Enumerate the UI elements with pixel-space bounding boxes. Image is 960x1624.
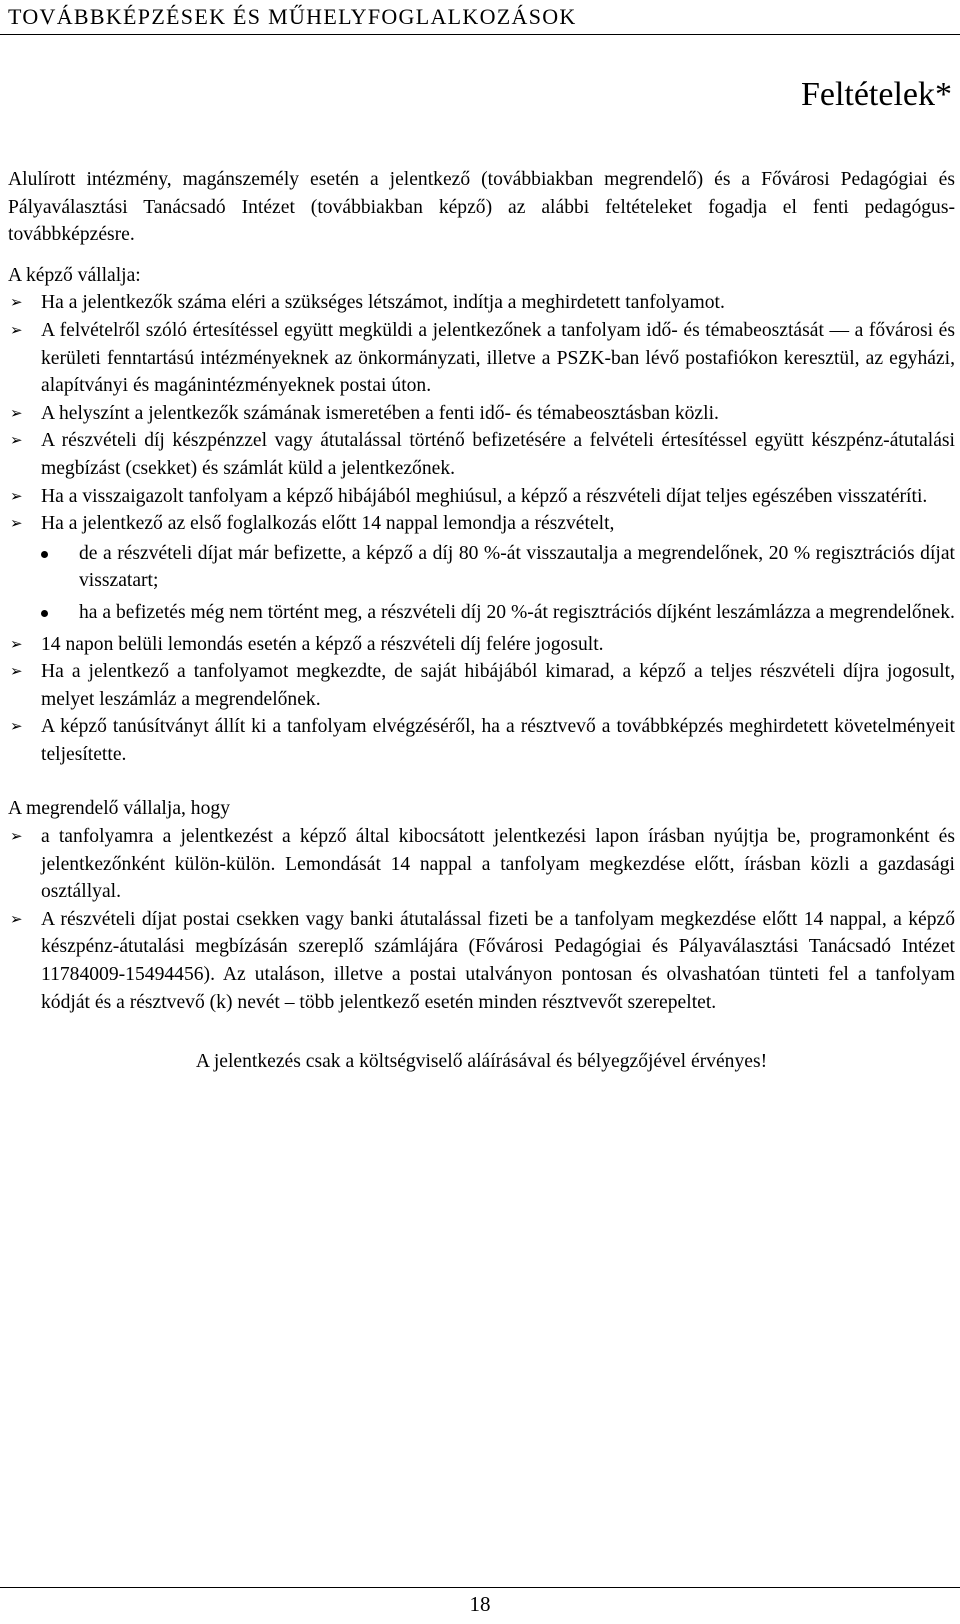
closing-statement: A jelentkezés csak a költségviselő aláírásával és bélyegzőjével érvényes! bbox=[195, 1051, 768, 1073]
list-item: ➢ Ha a jelentkezők száma eléri a szükséges létszámot, indítja a meghirdetett tanfolyamot. bbox=[8, 289, 955, 317]
sublist-item: de a részvételi díjat már befizette, a képző a díj 80 %-át visszautalja a megrendelőnek, 20 % regisztrációs díjat visszatart; bbox=[41, 540, 955, 595]
page-title: Feltételek* bbox=[800, 76, 952, 113]
document-body bbox=[8, 166, 955, 1076]
intro-paragraph: Alulírott intézmény, magánszemély esetén a jelentkező (továbbiakban megrendelő) és a Fővárosi Pedagógiai és Pályaválasztási Tanácsadó Intézet (továbbiakban képző) az alábbi feltételeket fogadja el fenti pedagógus-továbbképzésre. bbox=[8, 169, 955, 246]
arrow-bullet-icon: ➢ bbox=[10, 486, 23, 505]
header-title: TOVÁBBKÉPZÉSEK ÉS MŰHELYFOGLALKOZÁSOK bbox=[8, 4, 577, 29]
megrendelo-heading: A megrendelő vállalja, hogy bbox=[8, 798, 230, 820]
page-number: 18 bbox=[469, 1592, 491, 1616]
footer-divider bbox=[0, 1587, 960, 1588]
list-item: ➢ Ha a jelentkező a tanfolyamot megkezdte, de saját hibájából kimarad, a képző a teljes részvételi díjra jogosult, melyet leszámláz a megrendelőnek. bbox=[8, 658, 955, 713]
arrow-bullet-icon: ➢ bbox=[10, 634, 23, 653]
arrow-bullet-icon: ➢ bbox=[10, 717, 23, 736]
list-item: ➢ Ha a jelentkező az első foglalkozás előtt 14 nappal lemondja a részvételt, de a részvételi díjat már befizette, a képző a díj 80 %-át visszautalja a megrendelőnek, 20 % regisztrációs díjat visszatart; ha a befizetés még nem történt meg, a részvételi díj 20 %-át regisztrációs díjként leszámlázza a megrendelőnek. bbox=[8, 510, 955, 626]
sublist-item: ha a befizetés még nem történt meg, a részvételi díj 20 %-át regisztrációs díjként leszámlázza a megrendelőnek. bbox=[41, 599, 955, 627]
list-item: ➢ A helyszínt a jelentkezők számának ismeretében a fenti idő- és témabeosztásban közli. bbox=[8, 400, 955, 428]
list-item: ➢ a tanfolyamra a jelentkezést a képző által kibocsátott jelentkezési lapon írásban nyújtja be, programonként és jelentkezőnként külön-külön. Lemondását 14 nappal a tanfolyam megkezdése előtt, írásban közli a gazdasági osztállyal. bbox=[8, 823, 955, 906]
list-item: ➢ A részvételi díj készpénzzel vagy átutalással történő befizetésére a felvételi értesítéssel együtt készpénz-átutalási megbízást (csekket) és számlát küld a jelentkezőnek. bbox=[8, 427, 955, 482]
arrow-bullet-icon: ➢ bbox=[10, 320, 23, 339]
list-item: ➢ A részvételi díjat postai csekken vagy banki átutalással fizeti be a tanfolyam megkezdése előtt 14 nappal, a képző készpénz-átutalási megbízásán szereplő számlájára (Fővárosi Pedagógiai és Pályaválasztási Tanácsadó Intézet 11784009-15494456). Az utaláson, illetve a postai utalványon pontosan és olvashatóan tünteti fel a tanfolyam kódját és a résztvevő (k) nevét – több jelentkező esetén minden résztvevőt szerepeltet. bbox=[8, 906, 955, 1016]
list-item: ➢ 14 napon belüli lemondás esetén a képző a részvételi díj felére jogosult. bbox=[8, 631, 955, 659]
megrendelo-list bbox=[8, 823, 955, 1016]
kepzo-list bbox=[8, 289, 955, 768]
arrow-bullet-icon: ➢ bbox=[10, 909, 23, 928]
dot-bullet-icon bbox=[41, 551, 48, 558]
arrow-bullet-icon: ➢ bbox=[10, 293, 23, 312]
cancellation-sublist bbox=[41, 540, 955, 627]
page-header bbox=[0, 0, 960, 40]
list-item: ➢ A felvételről szóló értesítéssel együtt megküldi a jelentkezőnek a tanfolyam idő- és témabeosztását — a fővárosi és kerületi fenntartású intézményeknek az önkormányzati, illetve a PSZK-ban lévő postafiókon keresztül, az egyházi, alapítványi és magánintézményeknek postai úton. bbox=[8, 317, 955, 400]
arrow-bullet-icon: ➢ bbox=[10, 827, 23, 846]
list-item: ➢ Ha a visszaigazolt tanfolyam a képző hibájából meghiúsul, a képző a részvételi díjat teljes egészében visszatéríti. bbox=[8, 483, 955, 511]
dot-bullet-icon bbox=[41, 610, 48, 617]
list-item: ➢ A képző tanúsítványt állít ki a tanfolyam elvégzéséről, ha a résztvevő a továbbképzés meghirdetett követelményeit teljesítette. bbox=[8, 713, 955, 768]
header-divider bbox=[0, 34, 960, 35]
arrow-bullet-icon: ➢ bbox=[10, 431, 23, 450]
arrow-bullet-icon: ➢ bbox=[10, 514, 23, 533]
section-spacer bbox=[8, 768, 955, 795]
arrow-bullet-icon: ➢ bbox=[10, 662, 23, 681]
arrow-bullet-icon: ➢ bbox=[10, 403, 23, 422]
kepzo-heading: A képző vállalja: bbox=[8, 264, 141, 286]
